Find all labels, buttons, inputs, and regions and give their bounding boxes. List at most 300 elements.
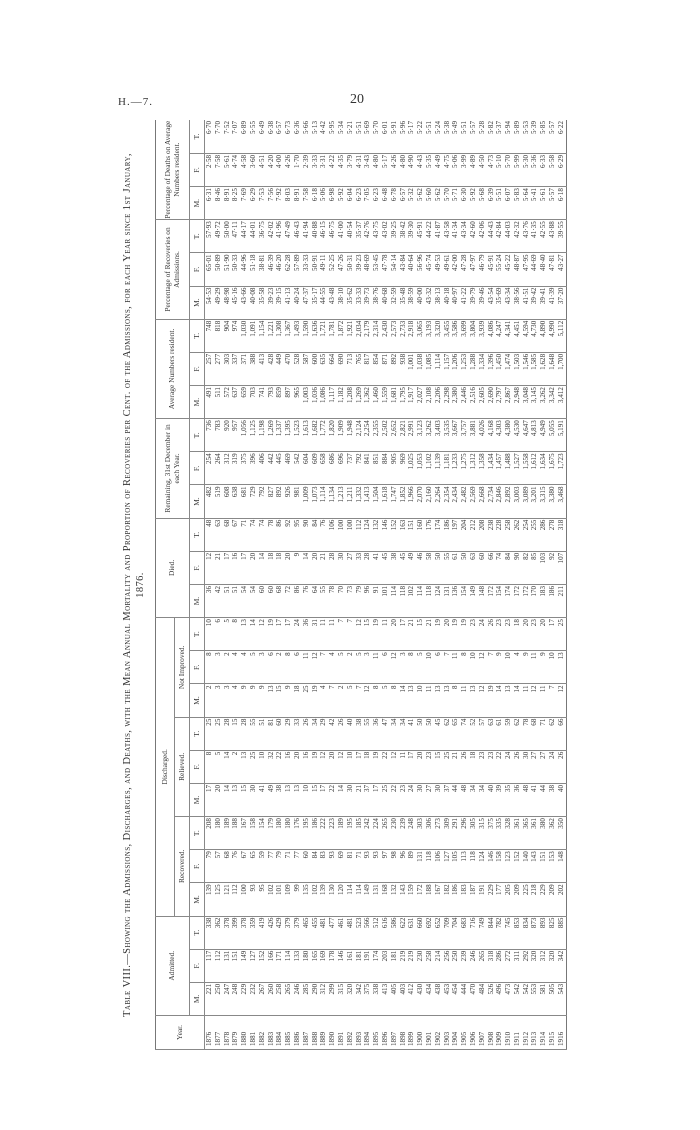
value-cell: 37: [443, 783, 452, 816]
value-cell: 68: [275, 584, 284, 617]
value-cell: 22: [381, 750, 390, 783]
value-cell: 5·10: [495, 153, 504, 186]
value-cell: 664: [328, 352, 337, 385]
value-cell: 19: [372, 750, 381, 783]
value-cell: 140: [522, 850, 531, 883]
value-cell: 254: [205, 452, 214, 485]
value-cell: 4,086: [487, 319, 496, 352]
value-cell: 444: [460, 982, 469, 1015]
value-cell: 95: [258, 883, 267, 916]
value-cell: 81: [267, 717, 276, 750]
value-cell: 59: [258, 850, 267, 883]
value-cell: 2: [231, 750, 240, 783]
value-cell: 19: [434, 618, 443, 651]
value-cell: 74: [249, 518, 258, 551]
table-row: [205, 120, 214, 1050]
value-cell: 1,474: [504, 352, 513, 385]
value-cell: 45·91: [487, 253, 496, 286]
table-row: [328, 120, 337, 1050]
value-cell: 21: [425, 618, 434, 651]
value-cell: 5·30: [522, 153, 531, 186]
value-cell: 79: [275, 850, 284, 883]
value-cell: 5·57: [469, 120, 478, 153]
value-cell: 1,747: [390, 485, 399, 518]
value-cell: 250: [214, 982, 223, 1015]
value-cell: 729: [249, 485, 258, 518]
value-cell: 178: [328, 949, 337, 982]
value-cell: 1,395: [284, 419, 293, 452]
value-cell: 43·34: [460, 220, 469, 253]
value-cell: 73: [346, 584, 355, 617]
value-cell: 2,482: [460, 485, 469, 518]
value-cell: 3,586: [451, 319, 460, 352]
value-cell: 3,699: [460, 319, 469, 352]
value-cell: 38: [275, 783, 284, 816]
table-row: [495, 120, 504, 1050]
value-cell: 18: [513, 618, 522, 651]
value-cell: 20: [249, 551, 258, 584]
value-cell: 5·92: [337, 187, 346, 220]
value-cell: 191: [363, 949, 372, 982]
value-cell: 43·27: [557, 253, 566, 286]
value-cell: 8: [284, 651, 293, 684]
value-cell: 97: [381, 850, 390, 883]
value-cell: 14: [302, 551, 311, 584]
value-cell: 24: [407, 783, 416, 816]
value-cell: 23: [495, 618, 504, 651]
value-cell: 24: [293, 618, 302, 651]
value-cell: 11: [381, 618, 390, 651]
value-cell: 39·25: [390, 220, 399, 253]
value-cell: 51: [258, 717, 267, 750]
table-title: Table VIII.—Showing the Admissions, Discharges, and Deaths, with the Mean Annual Mortality and Proportion of Recoveries per Cent. of the Admissions, for each Year since 1st January, 1876.: [122, 153, 146, 1017]
value-cell: 120: [337, 883, 346, 916]
value-cell: 2: [346, 651, 355, 684]
value-cell: 1,795: [399, 386, 408, 419]
value-cell: 892: [390, 352, 399, 385]
value-cell: 247: [223, 982, 232, 1015]
value-cell: 27: [539, 750, 548, 783]
value-cell: 17: [275, 618, 284, 651]
value-cell: 248: [231, 982, 240, 1015]
value-cell: 131: [416, 850, 425, 883]
value-cell: 4,380: [504, 419, 513, 452]
value-cell: 39·30: [407, 220, 416, 253]
value-cell: 38·59: [407, 286, 416, 319]
value-cell: 926: [284, 485, 293, 518]
value-cell: 8: [390, 684, 399, 717]
value-cell: 30: [416, 783, 425, 816]
value-cell: 118: [469, 850, 478, 883]
value-cell: 1,114: [319, 485, 328, 518]
value-cell: 101: [381, 584, 390, 617]
value-cell: 3,804: [469, 319, 478, 352]
value-cell: 318: [557, 518, 566, 551]
value-cell: 35·62: [346, 286, 355, 319]
value-cell: 315: [337, 982, 346, 1015]
value-cell: 4·74: [231, 153, 240, 186]
value-cell: 8·91: [223, 187, 232, 220]
value-cell: 21: [355, 783, 364, 816]
value-cell: 3·60: [249, 153, 258, 186]
value-cell: 1,585: [530, 352, 539, 385]
value-cell: 957: [231, 419, 240, 452]
value-cell: 13: [443, 684, 452, 717]
value-cell: 41·22: [460, 286, 469, 319]
value-cell: 93: [363, 850, 372, 883]
table-row: [240, 120, 249, 1050]
value-cell: 13: [407, 684, 416, 717]
value-cell: 291: [451, 817, 460, 850]
value-cell: 15: [311, 783, 320, 816]
value-cell: 48: [460, 783, 469, 816]
table-row: [451, 120, 460, 1050]
value-cell: 15: [275, 684, 284, 717]
value-cell: 9: [249, 684, 258, 717]
value-cell: 55: [443, 551, 452, 584]
year-cell: 1898: [399, 1016, 408, 1050]
value-cell: 17: [284, 618, 293, 651]
value-cell: 5·89: [513, 120, 522, 153]
value-cell: 170: [530, 584, 539, 617]
header-not-improved: Not Improved.: [175, 618, 190, 717]
value-cell: 225: [522, 883, 531, 916]
value-cell: 716: [469, 916, 478, 949]
value-cell: 35·58: [258, 286, 267, 319]
value-cell: 12: [530, 684, 539, 717]
value-cell: 7: [337, 618, 346, 651]
value-cell: 79: [205, 850, 214, 883]
value-cell: 659: [240, 386, 249, 419]
value-cell: 182: [443, 883, 452, 916]
value-cell: 189: [223, 817, 232, 850]
value-cell: 43·76: [522, 220, 531, 253]
value-cell: 185: [355, 817, 364, 850]
value-cell: 566: [363, 916, 372, 949]
value-cell: 176: [425, 518, 434, 551]
value-cell: 4·50: [478, 153, 487, 186]
value-cell: 4·89: [469, 153, 478, 186]
value-cell: 41·00: [337, 220, 346, 253]
value-cell: 9: [258, 684, 267, 717]
value-cell: 86: [275, 518, 284, 551]
value-cell: 6·70: [205, 120, 214, 153]
header-f-8: F.: [190, 153, 205, 186]
value-cell: 1,367: [284, 319, 293, 352]
value-cell: 406: [258, 452, 267, 485]
value-cell: 13: [240, 750, 249, 783]
value-cell: 690: [337, 352, 346, 385]
value-cell: 93: [249, 883, 258, 916]
value-cell: 2,734: [487, 485, 496, 518]
value-cell: 6·98: [328, 187, 337, 220]
value-cell: 10: [205, 618, 214, 651]
header-m-3: M.: [190, 684, 205, 717]
value-cell: 100: [240, 883, 249, 916]
table-row: [249, 120, 258, 1050]
value-cell: 1,312: [469, 452, 478, 485]
value-cell: 5·58: [548, 153, 557, 186]
value-cell: 47·26: [337, 253, 346, 286]
value-cell: 5·99: [513, 153, 522, 186]
value-cell: 526: [487, 982, 496, 1015]
value-cell: 26: [337, 717, 346, 750]
value-cell: 13: [284, 783, 293, 816]
value-cell: 455: [311, 916, 320, 949]
value-cell: 277: [214, 352, 223, 385]
value-cell: 841: [363, 452, 372, 485]
header-m-0: M.: [190, 982, 205, 1015]
table-row: [214, 120, 223, 1050]
value-cell: 61: [451, 551, 460, 584]
value-cell: 303: [416, 817, 425, 850]
table-row: [363, 120, 372, 1050]
value-cell: 32·59: [390, 286, 399, 319]
value-cell: 285: [302, 982, 311, 1015]
value-cell: 6·29: [557, 153, 566, 186]
value-cell: 1,648: [548, 352, 557, 385]
value-cell: 77: [267, 850, 276, 883]
value-cell: 5·71: [451, 187, 460, 220]
value-cell: 736: [205, 419, 214, 452]
value-cell: 296: [460, 817, 469, 850]
value-cell: 1,221: [267, 319, 276, 352]
value-cell: 114: [284, 949, 293, 982]
value-cell: 608: [223, 485, 232, 518]
value-cell: 2,264: [434, 485, 443, 518]
value-cell: 2,668: [478, 485, 487, 518]
value-cell: 10: [425, 651, 434, 684]
value-cell: 90: [513, 551, 522, 584]
value-cell: 11: [539, 684, 548, 717]
value-cell: 290: [311, 982, 320, 1015]
value-cell: 419: [258, 916, 267, 949]
value-cell: 172: [513, 584, 522, 617]
value-cell: 41·35: [530, 220, 539, 253]
value-cell: 2,690: [487, 386, 496, 419]
value-cell: 375: [240, 452, 249, 485]
value-cell: 74: [258, 518, 267, 551]
value-cell: 320: [530, 949, 539, 982]
value-cell: 84: [311, 518, 320, 551]
value-cell: 2·39: [302, 153, 311, 186]
value-cell: 553: [530, 982, 539, 1015]
value-cell: 5·53: [522, 120, 531, 153]
value-cell: 749: [478, 916, 487, 949]
value-cell: 39·73: [363, 286, 372, 319]
value-cell: 1,030: [240, 319, 249, 352]
value-cell: 238: [487, 518, 496, 551]
value-cell: 51: [223, 584, 232, 617]
value-cell: 413: [381, 982, 390, 1015]
value-cell: 278: [548, 518, 557, 551]
value-cell: 586: [390, 916, 399, 949]
value-cell: 581: [539, 982, 548, 1015]
value-cell: 445: [275, 452, 284, 485]
value-cell: 29: [284, 717, 293, 750]
value-cell: 1,909: [337, 419, 346, 452]
value-cell: 45·74: [425, 253, 434, 286]
value-cell: 658: [319, 452, 328, 485]
value-cell: 15: [363, 618, 372, 651]
value-cell: 5·66: [302, 120, 311, 153]
value-cell: 375: [487, 817, 496, 850]
value-cell: 622: [399, 916, 408, 949]
value-cell: 5·61: [539, 187, 548, 220]
value-cell: 19: [267, 618, 276, 651]
value-cell: 4,026: [478, 419, 487, 452]
value-cell: 23: [530, 618, 539, 651]
value-cell: 312: [319, 982, 328, 1015]
value-cell: 15: [231, 717, 240, 750]
value-cell: 54: [249, 584, 258, 617]
value-cell: 388: [249, 352, 258, 385]
value-cell: 5·60: [425, 187, 434, 220]
value-cell: 318: [487, 949, 496, 982]
value-cell: 3,535: [443, 419, 452, 452]
value-cell: 186: [451, 883, 460, 916]
value-cell: 5·38: [443, 120, 452, 153]
value-cell: 5: [249, 651, 258, 684]
header-f-4: F.: [190, 551, 205, 584]
year-cell: 1890: [328, 1016, 337, 1050]
value-cell: 5·55: [249, 120, 258, 153]
value-cell: 572: [223, 386, 232, 419]
value-cell: 43·54: [487, 286, 496, 319]
value-cell: 23: [478, 750, 487, 783]
value-cell: 39·23: [355, 253, 364, 286]
value-cell: 160: [416, 518, 425, 551]
year-cell: 1891: [337, 1016, 346, 1050]
value-cell: 229: [487, 883, 496, 916]
value-cell: 78: [267, 518, 276, 551]
value-cell: 884: [381, 452, 390, 485]
value-cell: 7·56: [267, 187, 276, 220]
year-cell: 1876: [205, 1016, 214, 1050]
value-cell: 2,652: [390, 419, 399, 452]
value-cell: 7·53: [258, 187, 267, 220]
header-t-4: T.: [190, 518, 205, 551]
value-cell: 748: [205, 319, 214, 352]
value-cell: 188: [231, 817, 240, 850]
value-cell: 1,852: [399, 485, 408, 518]
value-cell: 39: [495, 783, 504, 816]
year-cell: 1909: [495, 1016, 504, 1050]
value-cell: 25: [205, 717, 214, 750]
value-cell: 12: [390, 651, 399, 684]
value-cell: 15: [240, 783, 249, 816]
value-cell: 5·51: [425, 120, 434, 153]
value-cell: 209: [513, 883, 522, 916]
value-cell: 854: [372, 352, 381, 385]
value-cell: 859: [275, 386, 284, 419]
table-row: [522, 120, 531, 1050]
value-cell: 24: [548, 750, 557, 783]
value-cell: 174: [372, 949, 381, 982]
value-cell: 1,139: [434, 452, 443, 485]
value-cell: 45: [381, 551, 390, 584]
year-cell: 1908: [487, 1016, 496, 1050]
value-cell: 2,160: [425, 485, 434, 518]
value-cell: 8: [231, 618, 240, 651]
value-cell: 149: [469, 584, 478, 617]
sex-header-row: [190, 120, 205, 1050]
value-cell: 208: [205, 817, 214, 850]
value-cell: 39·55: [557, 220, 566, 253]
year-cell: 1903: [443, 1016, 452, 1050]
value-cell: 981: [293, 485, 302, 518]
year-cell: 1892: [346, 1016, 355, 1050]
value-cell: 102: [407, 584, 416, 617]
value-cell: 176: [293, 817, 302, 850]
value-cell: 5: [355, 651, 364, 684]
value-cell: 265: [478, 949, 487, 982]
year-cell: 1902: [434, 1016, 443, 1050]
value-cell: 179: [267, 817, 276, 850]
value-cell: 2: [275, 651, 284, 684]
value-cell: 230: [390, 817, 399, 850]
value-cell: 3,065: [416, 319, 425, 352]
value-cell: 46·20: [275, 253, 284, 286]
value-cell: 125: [214, 883, 223, 916]
year-cell: 1877: [214, 1016, 223, 1050]
value-cell: 2·58: [205, 153, 214, 186]
value-cell: 1,269: [355, 386, 364, 419]
value-cell: 13: [293, 783, 302, 816]
value-cell: 112: [214, 949, 223, 982]
value-cell: 396: [249, 452, 258, 485]
year-cell: 1906: [469, 1016, 478, 1050]
value-cell: 969: [399, 452, 408, 485]
header-f-5: F.: [190, 452, 205, 485]
value-cell: 41·13: [284, 286, 293, 319]
value-cell: 34: [399, 717, 408, 750]
value-cell: 4,647: [522, 419, 531, 452]
value-cell: 48: [205, 518, 214, 551]
value-cell: 765: [355, 352, 364, 385]
value-cell: 1,872: [337, 319, 346, 352]
value-cell: 2,314: [372, 319, 381, 352]
value-cell: 117: [205, 949, 214, 982]
value-cell: 312: [539, 949, 548, 982]
value-cell: 131: [443, 584, 452, 617]
value-cell: 5·17: [407, 120, 416, 153]
value-cell: 543: [557, 982, 566, 1015]
value-cell: 242: [363, 817, 372, 850]
value-cell: 938: [399, 352, 408, 385]
value-cell: 55: [249, 717, 258, 750]
value-cell: 221: [205, 982, 214, 1015]
value-cell: 40: [346, 717, 355, 750]
value-cell: 844: [487, 916, 496, 949]
value-cell: 3,048: [522, 386, 531, 419]
table-row: [284, 120, 293, 1050]
value-cell: 12: [355, 618, 364, 651]
value-cell: 8·91: [293, 187, 302, 220]
value-cell: 783: [214, 419, 223, 452]
value-cell: 438: [434, 982, 443, 1015]
value-cell: 454: [451, 982, 460, 1015]
value-cell: 52·25: [328, 253, 337, 286]
value-cell: 124: [363, 518, 372, 551]
value-cell: 20: [416, 750, 425, 783]
value-cell: 745: [504, 916, 513, 949]
value-cell: 320: [346, 982, 355, 1015]
value-cell: 84: [311, 850, 320, 883]
value-cell: 3·33: [311, 153, 320, 186]
value-cell: 239: [460, 949, 469, 982]
value-cell: 892: [275, 485, 284, 518]
